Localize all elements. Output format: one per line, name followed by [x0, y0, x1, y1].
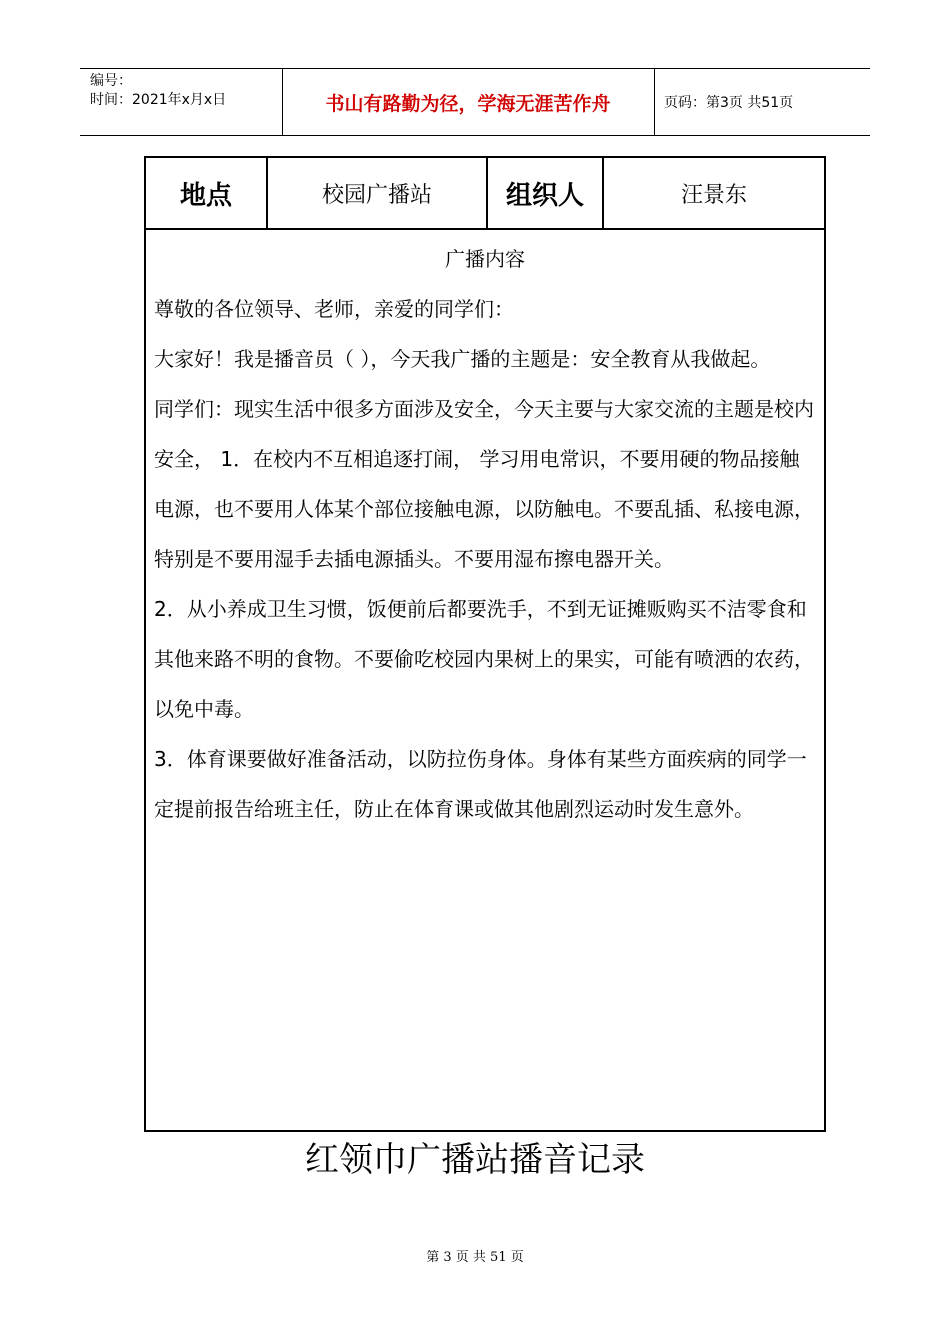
content-paragraph: 尊敬的各位领导、老师，亲爱的同学们： [154, 297, 514, 321]
content-paragraph: 3．体育课要做好准备活动，以防拉伤身体。身体有某些方面疾病的同学一定提前报告给班主任，防止在体育课或做其他剧烈运动时发生意外。 [154, 747, 807, 821]
number-label: 编号： [90, 73, 132, 89]
content-title: 广播内容 [445, 247, 525, 271]
location-value: 校园广播站 [321, 182, 432, 208]
content-paragraph: 大家好！我是播音员（ ），今天我广播的主题是：安全教育从我做起。 [154, 347, 771, 371]
location-label: 地点 [179, 180, 232, 211]
page-header [80, 68, 870, 136]
record-table [144, 156, 826, 1132]
content-paragraph: 同学们：现实生活中很多方面涉及安全，今天主要与大家交流的主题是校内安全， 1．在校内不互相追逐打闹， 学习用电常识，不要用硬的物品接触电源，也不要用人体某个部位接触电源，以防触电。不要乱插、私接电源，特别是不要用湿手去插电源插头。不要用湿布擦电器开关。 [154, 397, 814, 571]
motto: 书山有路勤为径，学海无涯苦作舟 [325, 92, 611, 115]
document-title: 红领巾广播站播音记录 [305, 1140, 645, 1180]
time-label: 时间：2021年x月x日 [90, 92, 227, 108]
organizer-label: 组织人 [505, 180, 584, 211]
header-meta [90, 72, 226, 110]
content-paragraph: 2．从小养成卫生习惯，饭便前后都要洗手，不到无证摊贩购买不洁零食和其他来路不明的食物。不要偷吃校园内果树上的果实，可能有喷洒的农药，以免中毒。 [154, 597, 814, 721]
organizer-value: 汪景东 [680, 182, 747, 208]
header-divider [654, 68, 655, 136]
page-footer: 第 3 页 共 51 页 [426, 1250, 524, 1265]
info-row [146, 158, 824, 230]
broadcast-content [154, 234, 816, 834]
page-info: 页码：第3页 共51页 [664, 95, 794, 111]
